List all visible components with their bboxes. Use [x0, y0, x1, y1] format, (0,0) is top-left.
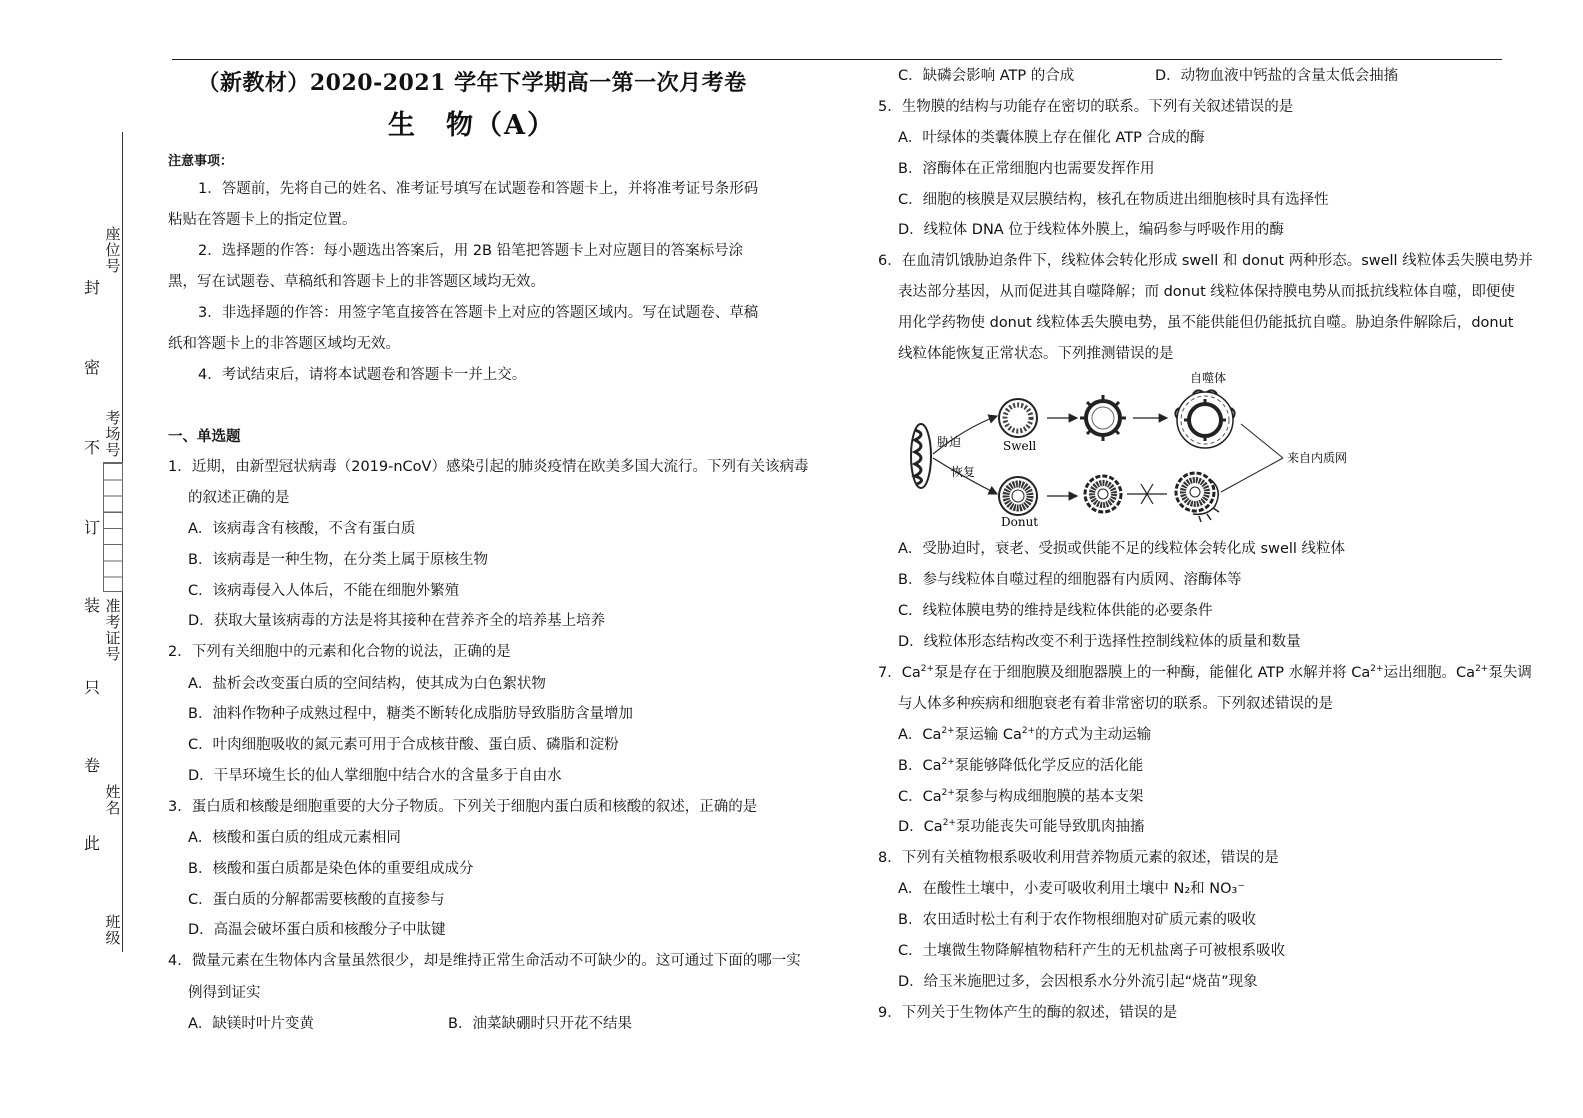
question-4-stem: 4．微量元素在生物体内含量虽然很少，却是维持正常生命活动不可缺少的。这可通过下面的哪一实 [168, 953, 801, 969]
q5-option-b: B．溶酶体在正常细胞内也需要发挥作用 [898, 161, 1155, 177]
question-8-stem: 8．下列有关植物根系吸收利用营养物质元素的叙述，错误的是 [878, 850, 1279, 866]
question-7-stem: 7．$Ca^{2+}$泵是存在于细胞膜及细胞器膜上的一种酶，能催化 ATP 水解并将 $Ca^{2+}$运出细胞。$Ca^{2+}$泵失调 [878, 664, 1532, 681]
q3-option-b: B．核酸和蛋白质都是染色体的重要组成成分 [188, 861, 474, 877]
q1-option-c: C．该病毒侵入人体后，不能在细胞外繁殖 [188, 583, 460, 599]
normal-mitochondrion [911, 424, 931, 488]
question-4-stem-cont: 例得到证实 [188, 985, 261, 1001]
q6-option-d: D．线粒体形态结构改变不利于选择性控制线粒体的质量和数量 [898, 634, 1301, 650]
donut-mitochondrion [999, 477, 1037, 515]
label-donut: Donut [1001, 515, 1039, 529]
binding-char: 只 [83, 678, 100, 697]
question-2-stem: 2．下列有关细胞中的元素和化合物的说法，正确的是 [168, 644, 511, 660]
binding-char: 订 [83, 518, 100, 537]
question-6-stem-cont: 线粒体能恢复正常状态。下列推测错误的是 [898, 346, 1174, 362]
question-1-stem-cont: 的叙述正确的是 [188, 490, 290, 506]
notice-item: 1．答题前，先将自己的姓名、准考证号填写在试题卷和答题卡上，并将准考证号条形码粘贴在答题卡上的指定位置。 [168, 181, 759, 228]
q4-option-d: D．动物血液中钙盐的含量太低会抽搐 [1155, 68, 1399, 84]
q6-option-a: A．受胁迫时，衰老、受损或供能不足的线粒体会转化成 swell 线粒体 [898, 541, 1346, 557]
notice-item: 4．考试结束后，请将本试题卷和答题卡一并上交。 [198, 367, 527, 383]
mitochondria-figure [905, 368, 1375, 533]
q3-option-d: D．高温会破坏蛋白质和核酸分子中肽键 [188, 922, 446, 938]
q1-option-b: B．该病毒是一种生物，在分类上属于原核生物 [188, 552, 488, 568]
binding-char: 装 [83, 596, 100, 615]
q4-option-b: B．油菜缺硼时只开花不结果 [448, 1016, 632, 1032]
swell-mitochondrion [999, 399, 1037, 437]
binding-char: 封 [83, 278, 100, 297]
q5-option-c: C．细胞的核膜是双层膜结构，核孔在物质进出细胞核时具有选择性 [898, 192, 1329, 208]
q7-option-b: B．$Ca^{2+}$泵能够降低化学反应的活化能 [898, 757, 1144, 774]
q8-option-a: A．在酸性土壤中，小麦可吸收利用土壤中 N₂和 NO₃⁻ [898, 881, 1246, 897]
q8-option-d: D．给玉米施肥过多，会因根系水分外流引起“烧苗”现象 [898, 974, 1258, 990]
binding-char: 卷 [83, 756, 100, 775]
label-er: 来自内质网 [1287, 451, 1348, 465]
label-swell: Swell [1003, 439, 1037, 453]
seat-number-field: 座 位 号 [105, 225, 121, 275]
label-recover: 恢复 [951, 465, 976, 479]
question-3-stem: 3．蛋白质和核酸是细胞重要的大分子物质。下列关于细胞内蛋白质和核酸的叙述，正确的是 [168, 799, 758, 815]
donut-resist-autophagy [1176, 473, 1219, 522]
q4-option-a: A．缺镁时叶片变黄 [188, 1016, 314, 1032]
top-rule [172, 59, 1502, 60]
autophagosome [1175, 390, 1234, 448]
q2-option-b: B．油料作物种子成熟过程中，糖类不断转化成脂肪导致脂肪含量增加 [188, 706, 633, 722]
q2-option-a: A．盐析会改变蛋白质的空间结构，使其成为白色絮状物 [188, 676, 546, 692]
question-9-stem: 9．下列关于生物体产生的酶的叙述，错误的是 [878, 1005, 1178, 1021]
q1-option-a: A．该病毒含有核酸，不含有蛋白质 [188, 521, 416, 537]
label-stress: 胁迫 [937, 435, 962, 449]
q1-option-d: D．获取大量该病毒的方法是将其接种在营养齐全的培养基上培养 [188, 613, 606, 629]
admission-number-field: 准 考 证 号 [105, 597, 121, 663]
q6-option-c: C．线粒体膜电势的维持是线粒体供能的必要条件 [898, 603, 1213, 619]
exam-subject: 生 物（A） [388, 110, 556, 141]
q5-option-d: D．线粒体 DNA 位于线粒体外膜上，编码参与呼吸作用的酶 [898, 222, 1284, 238]
q5-option-a: A．叶绿体的类囊体膜上存在催化 ATP 合成的酶 [898, 130, 1205, 146]
q7-option-c: C．$Ca^{2+}$泵参与构成细胞膜的基本支架 [898, 788, 1144, 805]
exam-title: （新教材）2020-2021 学年下学期高一第一次月考卷 [197, 70, 747, 96]
q8-option-c: C．土壤微生物降解植物秸秆产生的无机盐离子可被根系吸收 [898, 943, 1286, 959]
question-6-stem-cont: 用化学药物使 donut 线粒体丢失膜电势，虽不能供能但仍能抵抗自噬。胁迫条件解除后，donut [898, 315, 1514, 331]
donut-stage-2 [1085, 476, 1121, 512]
notice-item: 3．非选择题的作答：用签字笔直接答在答题卡上对应的答题区域内。写在试题卷、草稿纸和答题卡上的非答题区域均无效。 [168, 305, 759, 352]
question-6-stem: 6．在血清饥饿胁迫条件下，线粒体会转化形成 swell 和 donut 两种形态。swell 线粒体丢失膜电势并 [878, 253, 1533, 269]
notice-heading: 注意事项： [168, 154, 234, 169]
id-number-boxes[interactable] [103, 462, 123, 592]
binding-char: 此 [83, 834, 100, 853]
binding-char: 密 [83, 358, 100, 377]
q3-option-c: C．蛋白质的分解都需要核酸的直接参与 [188, 892, 445, 908]
q2-option-d: D．干旱环境生长的仙人掌细胞中结合水的含量多于自由水 [188, 768, 562, 784]
notice-item: 2．选择题的作答：每小题选出答案后，用 2B 铅笔把答题卡上对应题目的答案标号涂黑，写在试题卷、草稿纸和答题卡上的非答题区域均无效。 [168, 243, 744, 290]
exam-room-field: 考 场 号 [105, 409, 121, 459]
binding-char: 不 [83, 438, 100, 457]
question-6-stem-cont: 表达部分基因，从而促进其自噬降解；而 donut 线粒体保持膜电势从而抵抗线粒体自噬，即便使 [898, 284, 1515, 300]
q2-option-c: C．叶肉细胞吸收的氮元素可用于合成核苷酸、蛋白质、磷脂和淀粉 [188, 737, 619, 753]
q7-option-a: A．$Ca^{2+}$泵运输 $Ca^{2+}$的方式为主动运输 [898, 726, 1152, 743]
question-5-stem: 5．生物膜的结构与功能存在密切的联系。下列有关叙述错误的是 [878, 99, 1294, 115]
swell-stage-2 [1080, 395, 1126, 441]
name-field: 姓 名 [105, 783, 121, 817]
class-field: 班 级 [105, 913, 121, 947]
q7-option-d: D．$Ca^{2+}$泵功能丧失可能导致肌肉抽搐 [898, 818, 1145, 835]
q8-option-b: B．农田适时松土有利于农作物根细胞对矿质元素的吸收 [898, 912, 1256, 928]
question-7-stem-cont: 与人体多种疾病和细胞衰老有着非常密切的联系。下列叙述错误的是 [898, 696, 1333, 712]
question-1-stem: 1．近期，由新型冠状病毒（2019-nCoV）感染引起的肺炎疫情在欧美多国大流行。下列有关该病毒 [168, 459, 809, 475]
q6-option-b: B．参与线粒体自噬过程的细胞器有内质网、溶酶体等 [898, 572, 1242, 588]
label-autophagosome: 自噬体 [1190, 371, 1227, 385]
q4-option-c: C．缺磷会影响 ATP 的合成 [898, 68, 1075, 84]
q3-option-a: A．核酸和蛋白质的组成元素相同 [188, 830, 401, 846]
section-title: 一、单选题 [168, 429, 241, 445]
